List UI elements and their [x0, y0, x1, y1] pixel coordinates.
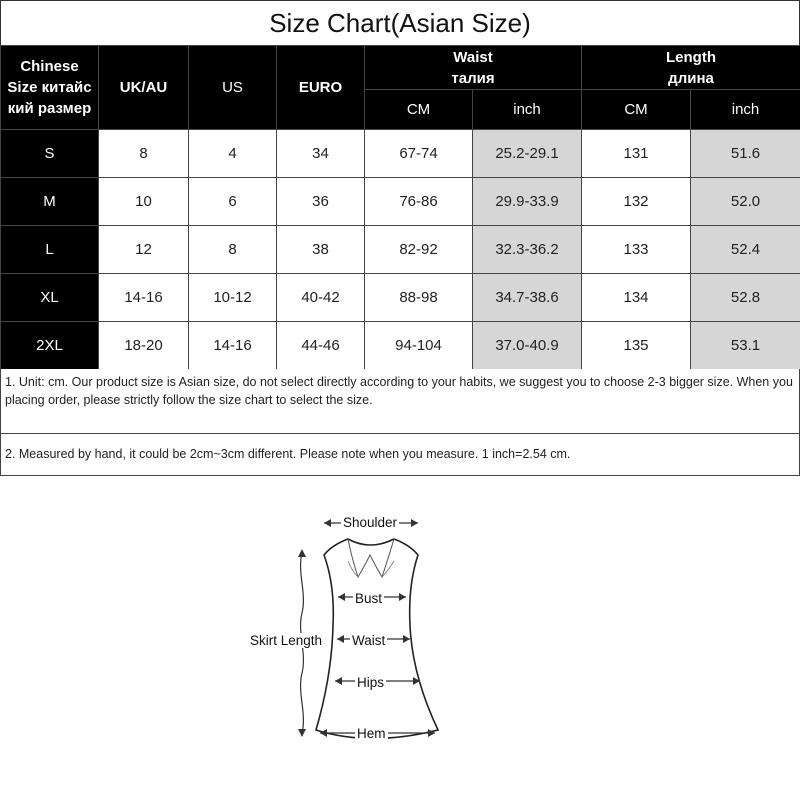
size-label: XL — [1, 274, 99, 322]
length-inch-value: 52.8 — [691, 274, 800, 322]
hem-label: Hem — [357, 726, 386, 741]
header-length: Length длина — [582, 46, 800, 90]
us-value: 10-12 — [189, 274, 277, 322]
waist-inch-value: 37.0-40.9 — [473, 322, 582, 370]
header-chinese-size-label: Chinese Size китайс кий размер — [7, 58, 92, 117]
waist-inch-value: 32.3-36.2 — [473, 226, 582, 274]
euro-value: 34 — [277, 130, 365, 178]
euro-value: 38 — [277, 226, 365, 274]
uk-value: 14-16 — [99, 274, 189, 322]
table-row — [1, 226, 800, 274]
size-table — [0, 45, 800, 370]
euro-value: 40-42 — [277, 274, 365, 322]
waist-cm-value: 67-74 — [365, 130, 473, 178]
size-label: S — [1, 130, 99, 178]
uk-value: 18-20 — [99, 322, 189, 370]
header-waist: Waist талия — [365, 46, 582, 90]
length-cm-value: 134 — [582, 274, 691, 322]
waist-cm-value: 94-104 — [365, 322, 473, 370]
header-length-cm: CM — [582, 90, 691, 130]
shoulder-label: Shoulder — [343, 515, 398, 530]
waist-inch-value: 29.9-33.9 — [473, 178, 582, 226]
table-row — [1, 178, 800, 226]
size-label: 2XL — [1, 322, 99, 370]
note-measure — [0, 434, 800, 476]
euro-value: 36 — [277, 178, 365, 226]
hips-label: Hips — [357, 675, 385, 690]
length-cm-value: 135 — [582, 322, 691, 370]
header-euro: EURO — [277, 46, 365, 130]
note-unit — [0, 369, 800, 434]
us-value: 14-16 — [189, 322, 277, 370]
dress-diagram — [240, 515, 440, 750]
uk-value: 12 — [99, 226, 189, 274]
us-value: 6 — [189, 178, 277, 226]
length-inch-value: 52.0 — [691, 178, 800, 226]
length-cm-value: 133 — [582, 226, 691, 274]
note-unit-text: 1. Unit: cm. Our product size is Asian size, do not select directly according to your habits, we suggest you to choose 2-3 bigger size. When you placing order, please strictly follow the size chart to select the size. — [5, 375, 793, 407]
skirt-length-label: Skirt Length — [250, 633, 323, 648]
waist-cm-value: 76-86 — [365, 178, 473, 226]
header-waist-cm: CM — [365, 90, 473, 130]
length-inch-value: 51.6 — [691, 130, 800, 178]
waist-cm-value: 88-98 — [365, 274, 473, 322]
header-us: US — [189, 46, 277, 130]
header-waist-inch: inch — [473, 90, 582, 130]
length-inch-value: 53.1 — [691, 322, 800, 370]
size-label: M — [1, 178, 99, 226]
size-label: L — [1, 226, 99, 274]
euro-value: 44-46 — [277, 322, 365, 370]
bust-label: Bust — [355, 591, 383, 606]
table-row — [1, 274, 800, 322]
note-measure-text: 2. Measured by hand, it could be 2cm~3cm different. Please note when you measure. 1 inch=2.54 cm. — [5, 447, 571, 461]
table-row — [1, 130, 800, 178]
length-cm-value: 132 — [582, 178, 691, 226]
waist-cm-value: 82-92 — [365, 226, 473, 274]
length-inch-value: 52.4 — [691, 226, 800, 274]
waist-inch-value: 25.2-29.1 — [473, 130, 582, 178]
length-cm-value: 131 — [582, 130, 691, 178]
table-row — [1, 322, 800, 370]
uk-value: 10 — [99, 178, 189, 226]
header-length-inch: inch — [691, 90, 800, 130]
header-chinese-size — [1, 46, 99, 130]
waist-label: Waist — [352, 633, 386, 648]
chart-title: Size Chart(Asian Size) — [0, 0, 800, 46]
us-value: 8 — [189, 226, 277, 274]
header-uk-au: UK/AU — [99, 46, 189, 130]
uk-value: 8 — [99, 130, 189, 178]
waist-inch-value: 34.7-38.6 — [473, 274, 582, 322]
us-value: 4 — [189, 130, 277, 178]
